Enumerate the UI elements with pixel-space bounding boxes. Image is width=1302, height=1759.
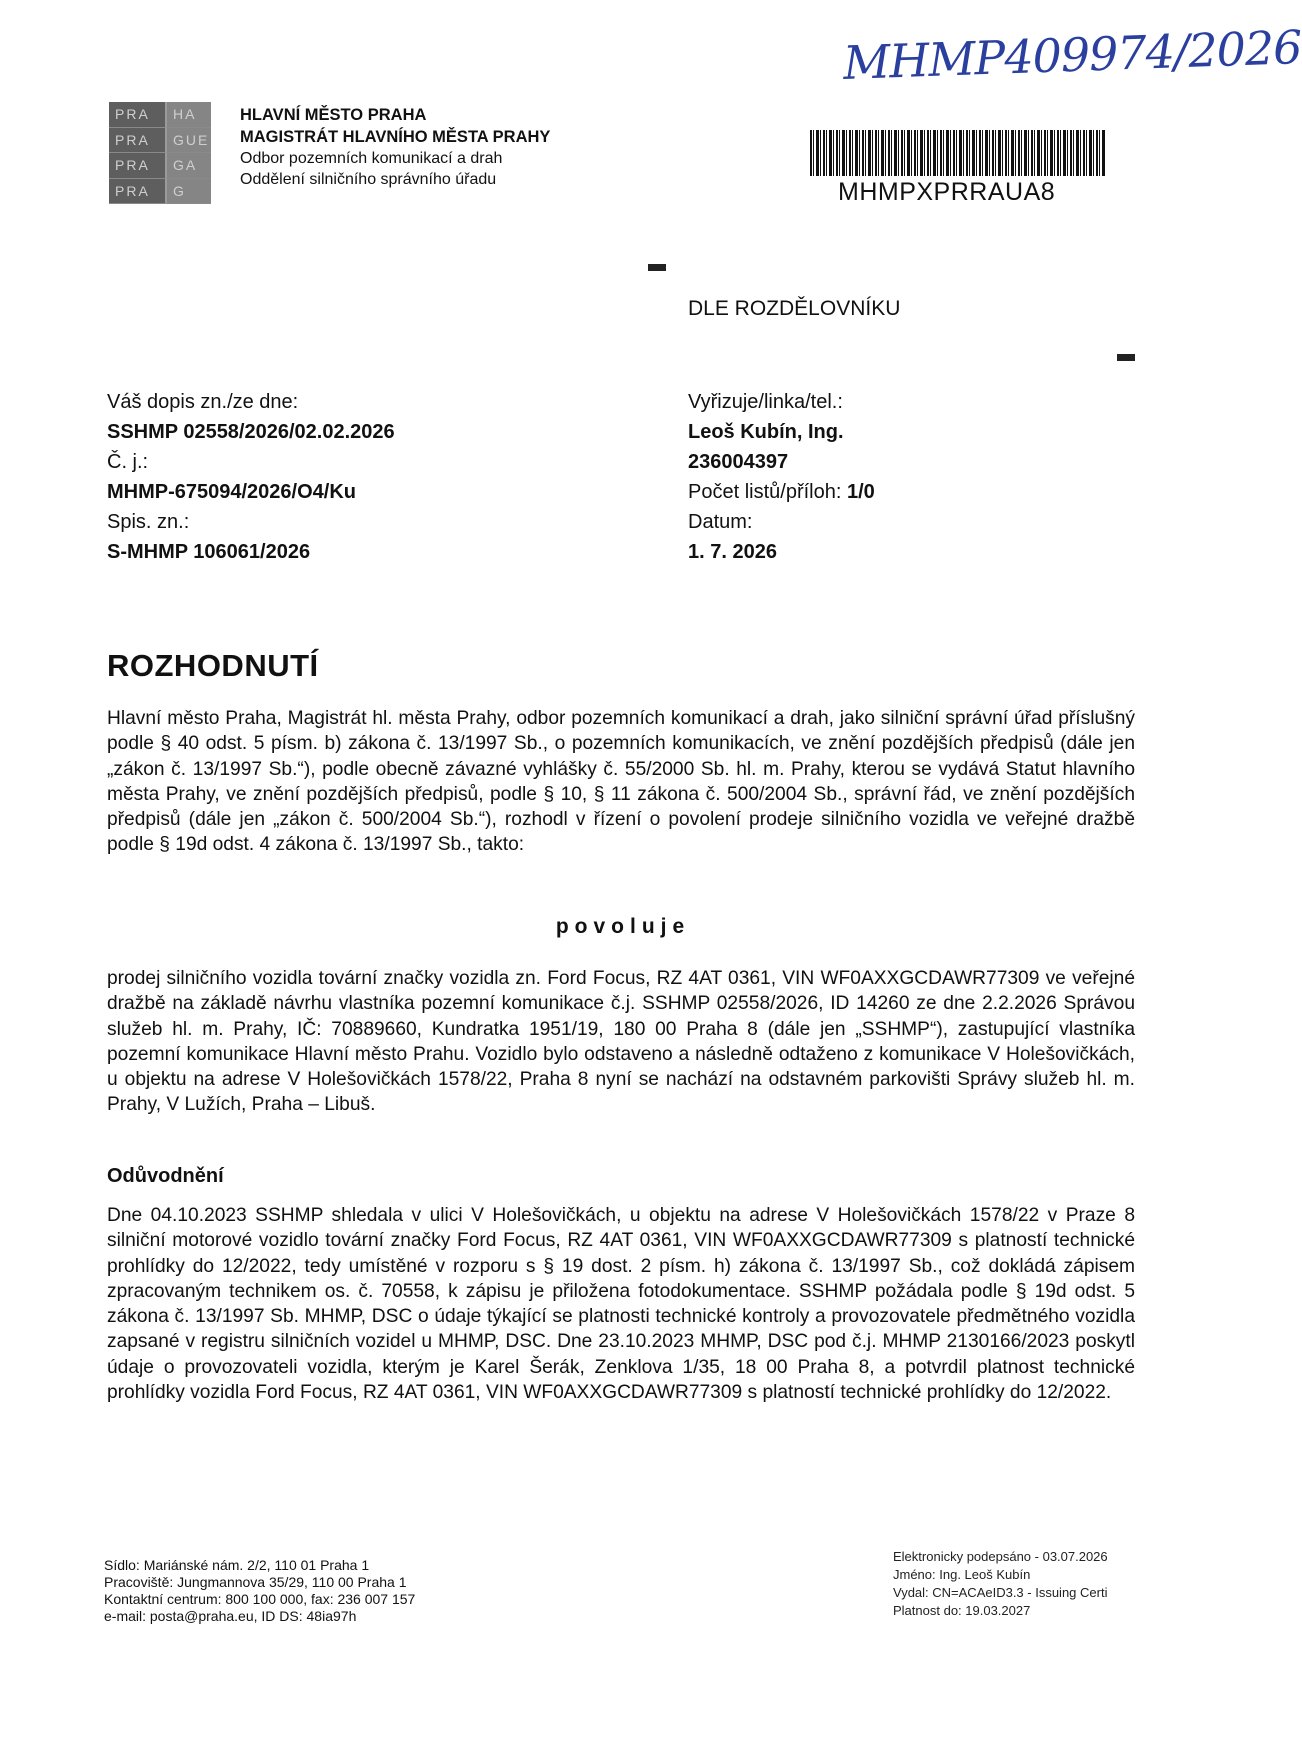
fold-mark (1117, 354, 1135, 361)
signature-issuer: Vydal: CN=ACAeID3.3 - Issuing Certi (893, 1585, 1108, 1600)
signature-name: Jméno: Ing. Leoš Kubín (893, 1567, 1031, 1582)
footer-seat: Sídlo: Mariánské nám. 2/2, 110 01 Praha 1 (104, 1557, 370, 1573)
footer-contact: Kontaktní centrum: 800 100 000, fax: 236 007 157 (104, 1591, 416, 1607)
logo-cell: PRA (109, 128, 167, 154)
logo-cell: GA (167, 153, 211, 179)
header-line-city: HLAVNÍ MĚSTO PRAHA (240, 106, 427, 124)
reasoning-paragraph: Dne 04.10.2023 SSHMP shledala v ulici V Holešovičkách, u objektu na adrese V Holešovičkách 1578/22 v Praze 8 silniční motorové vozidlo tovární značky Ford Focus, RZ 4AT 0361, VIN WF0AXXGCDAWR77309 s platností technické prohlídky do 12/2022, tedy umístěné v rozporu s § 19 dost. 2 písm. h) zákona č. 13/1997 Sb., což dokládá zápisem zpracovaným technikem os. č. 70558, k zápisu je přiložena fotodokumentace. SSHMP požádala podle § 19d odst. 5 zákona č. 13/1997 Sb. MHMP, DSC o údaje týkající se platnosti technické kontroly a provozovatele předmětného vozidla zapsané v registru silničních vozidel u MHMP, DSC. Dne 23.10.2023 MHMP, DSC pod č.j. MHMP 2130166/2023 poskytl údaje o provozovateli vozidla, kterým je Karel Šerák, Zenklova 1/35, 18 00 Praha 8, a potvrdil platnost technické prohlídky vozidla Ford Focus, RZ 4AT 0361, VIN WF0AXXGCDAWR77309 s platností technické prohlídky do 12/2022. (107, 1205, 1135, 1404)
logo-cell: GUE (167, 128, 211, 154)
logo-cell: HA (167, 102, 211, 128)
handwritten-reference: MHMP409974/2026 (842, 20, 1302, 90)
header-line-department: Odbor pozemních komunikací a drah (240, 150, 503, 167)
intro-paragraph: Hlavní město Praha, Magistrát hl. města Prahy, odbor pozemních komunikací a drah, jako silniční správní úřad příslušný podle § 40 odst. 5 písm. b) zákona č. 13/1997 Sb., o pozemních komunikacích, ve znění pozdějších předpisů (dále jen „zákon č. 13/1997 Sb.“), podle obecně závazné vyhlášky č. 55/2000 Sb. hl. m. Prahy, kterou se vydává Statut hlavního města Prahy, ve znění pozdějších předpisů, podle § 10, § 11 zákona č. 500/2004 Sb., správní řád, ve znění pozdějších předpisů (dále jen „zákon č. 500/2004 Sb.“), rozhodl v řízení o povolení prodeje silničního vozidla ve veřejné dražbě podle § 19d odst. 4 zákona č. 13/1997 Sb., takto: (107, 708, 1135, 856)
handler-phone: 236004397 (688, 451, 789, 473)
sheets-value: 1/0 (846, 481, 875, 503)
footer-email: e-mail: posta@praha.eu, ID DS: 48ia97h (104, 1608, 357, 1624)
signature-validity: Platnost do: 19.03.2027 (893, 1603, 1031, 1618)
logo-cell: PRA (109, 153, 167, 179)
decision-paragraph: prodej silničního vozidla tovární značky vozidla zn. Ford Focus, RZ 4AT 0361, VIN WF0AXXGCDAWR77309 ve veřejné dražbě na základě návrhu vlastníka pozemní komunikace č.j. SSHMP 02558/2026, ID 14260 ze dne 2.2.2026 Správou služeb hl. m. Prahy, IČ: 70889660, Kundratka 1951/19, 180 00 Praha 8 (dále jen „SSHMP“), zastupující vlastníka pozemní komunikace Hlavní město Prahu. Vozidlo bylo odstaveno a následně odtaženo z komunikace V Holešovičkách, u objektu na adrese V Holešovičkách 1578/22, Praha 8 nyní se nachází na odstavném parkovišti Správy služeb hl. m. Prahy, V Lužích, Praha – Libuš. (107, 968, 1135, 1116)
logo-cell: G (167, 179, 211, 205)
date-label: Datum: (688, 511, 753, 533)
sheets-row (688, 477, 875, 507)
header-line-magistrate: MAGISTRÁT HLAVNÍHO MĚSTA PRAHY (240, 128, 551, 146)
barcode (810, 130, 1106, 176)
barcode-text: MHMPXPRRAUA8 (838, 178, 1056, 206)
handler-name: Leoš Kubín, Ing. (688, 421, 844, 443)
footer-address (104, 1557, 415, 1625)
your-letter-value: SSHMP 02558/2026/02.02.2026 (107, 421, 395, 443)
meta-right (688, 387, 875, 567)
header-line-office: Oddělení silničního správního úřadu (240, 171, 497, 188)
decision-word: povoluje (555, 915, 691, 938)
your-letter-label: Váš dopis zn./ze dne: (107, 391, 299, 413)
file-value: S-MHMP 106061/2026 (107, 541, 311, 563)
electronic-signature (893, 1548, 1108, 1620)
date-value: 1. 7. 2026 (688, 541, 777, 563)
file-label: Spis. zn.: (107, 511, 190, 533)
signature-signed: Elektronicky podepsáno - 03.07.2026 (893, 1549, 1108, 1564)
sheets-label: Počet listů/příloh: (688, 481, 842, 503)
meta-left (107, 387, 395, 567)
reasoning-heading: Odůvodnění (107, 1165, 224, 1187)
logo-cell: PRA (109, 179, 167, 205)
footer-workplace: Pracoviště: Jungmannova 35/29, 110 00 Praha 1 (104, 1574, 407, 1590)
decision-title: ROZHODNUTÍ (107, 648, 319, 683)
logo-cell: PRA (109, 102, 167, 128)
praha-logo (109, 102, 211, 204)
handler-label: Vyřizuje/linka/tel.: (688, 391, 843, 413)
fold-mark (648, 264, 666, 271)
recipient: DLE ROZDĚLOVNÍKU (688, 297, 901, 320)
reference-label: Č. j.: (107, 451, 149, 473)
reference-value: MHMP-675094/2026/O4/Ku (107, 481, 357, 503)
